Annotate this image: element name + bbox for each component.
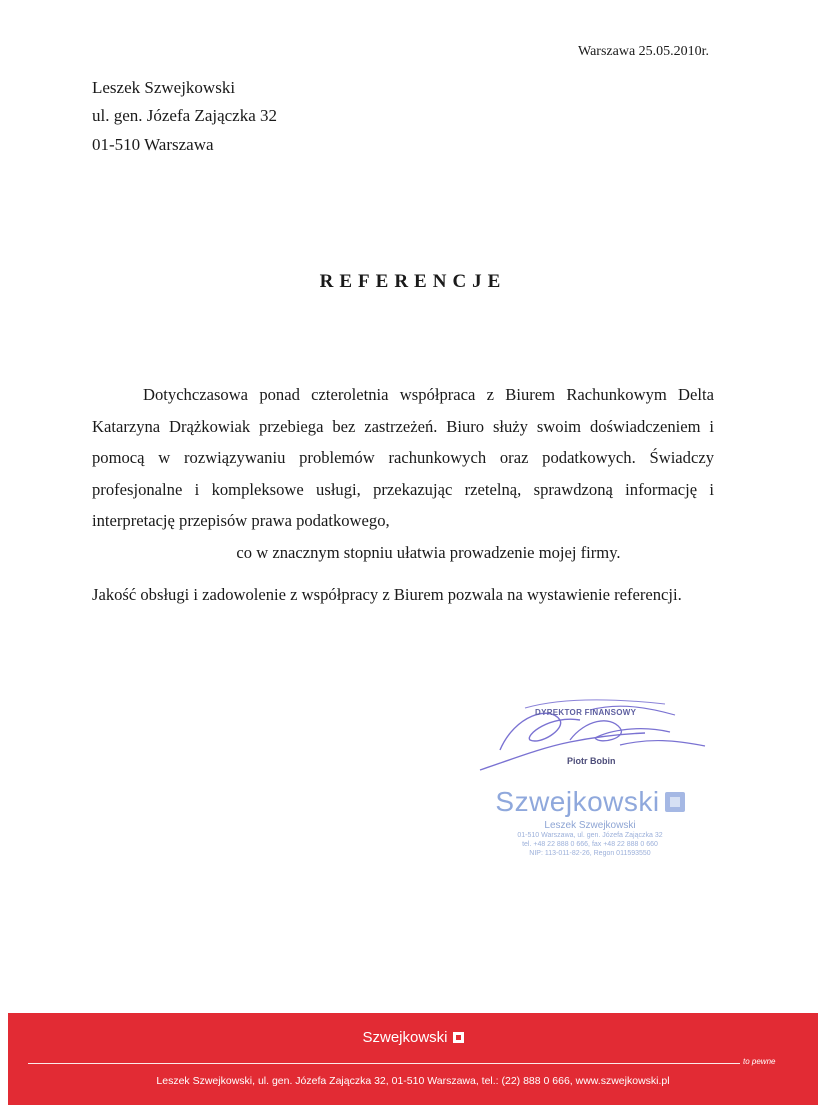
recipient-name: Leszek Szwejkowski [92, 78, 236, 97]
body-paragraph-1-text: Dotychczasowa ponad czteroletnia współpraca z Biurem Rachunkowym Delta Katarzyna Drążkowiak przebiega bez zastrzeżeń. Biuro służy swoim doświadczeniem i pomocą w rozwiązywaniu problemów rachunkowych oraz podatkowych. Świadczy profesjonalne i kompleksowe usługi, przekazując rzetelną, sprawdzoną informację i interpretację przepisów prawa podatkowego, [92, 385, 714, 531]
stamp-logo-icon [665, 792, 685, 812]
letterhead-footer [8, 1013, 818, 1105]
stamp-brand [470, 786, 710, 818]
body-paragraph-1-last-line: co w znacznym stopniu ułatwia prowadzenie mojej firmy. [236, 542, 621, 562]
document-title: REFERENCJE [319, 271, 507, 292]
company-stamp [470, 786, 710, 858]
stamp-address: 01-510 Warszawa, ul. gen. Józefa Zajączka 32 [517, 832, 663, 839]
body-paragraph-1 [92, 379, 714, 569]
footer-brand [8, 1029, 818, 1046]
footer-contact: Leszek Szwejkowski, ul. gen. Józefa Zajączka 32, 01-510 Warszawa, tel.: (22) 888 0 666, www.szwejkowski.pl [156, 1075, 670, 1087]
letter-body [92, 379, 714, 610]
signature-title-stamp: DYREKTOR FINANSOWY [535, 708, 637, 717]
footer-slogan: to pewne [743, 1057, 776, 1066]
recipient-city: 01-510 Warszawa [92, 135, 214, 154]
body-paragraph-2: Jakość obsługi i zadowolenie z współpracy z Biurem pozwala na wystawienie referencji. [92, 584, 682, 604]
footer-divider [28, 1063, 740, 1064]
stamp-company-name: Leszek Szwejkowski [544, 820, 636, 831]
letter-date: Warszawa 25.05.2010r. [578, 44, 710, 59]
stamp-ids: NIP: 113-011-82-26, Regon 011593550 [529, 850, 651, 857]
signature-name-stamp: Piotr Bobin [567, 756, 616, 766]
stamp-brand-text: Szwejkowski [495, 786, 660, 817]
footer-brand-text: Szwejkowski [362, 1029, 448, 1046]
stamp-phones: tel. +48 22 888 0 666, fax +48 22 888 0 660 [522, 841, 658, 848]
footer-logo-icon [453, 1032, 464, 1043]
handwritten-signature [470, 690, 710, 780]
recipient-street: ul. gen. Józefa Zajączka 32 [92, 106, 278, 125]
